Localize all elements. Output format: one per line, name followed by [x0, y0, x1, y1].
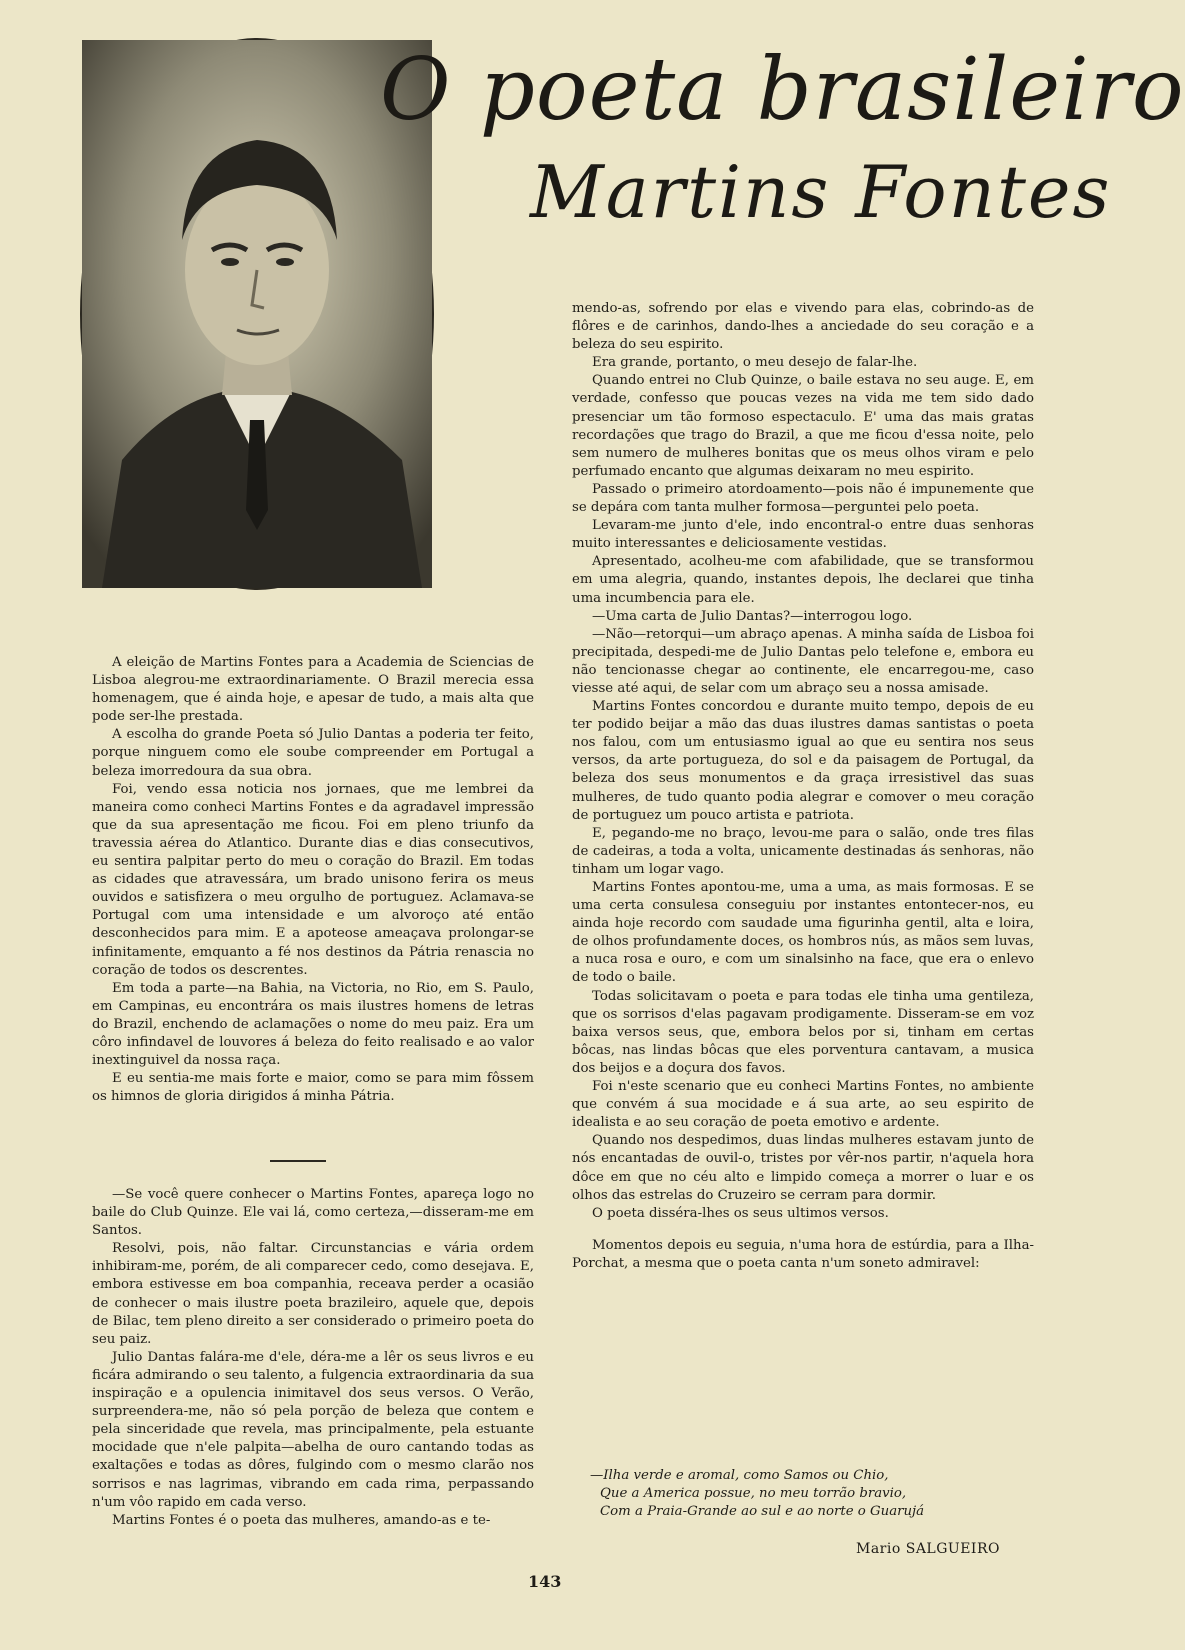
paragraph: Momentos depois eu seguia, n'uma hora de estúrdia, para a Ilha-Porchat, a mesma que o poeta canta n'um soneto admiravel:: [572, 1237, 1034, 1271]
author-signature: Mario SALGUEIRO: [856, 1541, 1000, 1557]
verse-line: Que a America possue, no meu torrão bravio,: [600, 1486, 907, 1502]
paragraph: —Se você quere conhecer o Martins Fontes, apareça logo no baile do Club Quinze. Ele vai lá, como certeza,—disseram-me em Santos.: [92, 1187, 534, 1239]
paragraph: Martins Fontes apontou-me, uma a uma, as mais formosas. E se uma certa consulesa conseguiu por instantes entontecer-nos, eu ainda hoje recordo com saudade uma figurinha gentil, alta e loira, de olhos profundamente doces, os hombros nús, as mãos sem luvas, a nuca rosa e ouro, e com um sinalsinho na face, que era o enlevo de todo o baile.: [572, 880, 1034, 986]
paragraph: Todas solicitavam o poeta e para todas ele tinha uma gentileza, que os sorrisos d'elas pagavam prodigamente. Disseram-se em voz baixa versos seus, que, embora belos por si, tinham em certas bôcas, nas lindas bôcas que eles porventura cantavam, a musica dos beijos e a doçura dos favos.: [572, 988, 1034, 1076]
paragraph: Era grande, portanto, o meu desejo de falar-lhe.: [592, 355, 918, 371]
paragraph: Resolvi, pois, não faltar. Circunstancias e vária ordem inhibiram-me, porém, de ali comparecer cedo, como desejava. E, embora estivesse em boa companhia, receava perder a ocasião de conhecer o mais ilustre poeta brazileiro, aquele que, depois de Bilac, tem pleno direito a ser considerado o primeiro poeta do seu paiz.: [92, 1241, 534, 1347]
article-subtitle-name: Martins Fontes: [530, 150, 1112, 234]
paragraph: Quando nos despedimos, duas lindas mulheres estavam junto de nós encantadas de ouvil-o, tristes por vêr-nos partir, n'aquela hora dôce em que no céu alto e limpido começa a morrer o luar e os olhos das estrelas do Cruzeiro se cerram para dormir.: [572, 1133, 1034, 1203]
paragraph: —Uma carta de Julio Dantas?—interrogou logo.: [592, 608, 913, 624]
left-column-top: [92, 654, 534, 1106]
paragraph: Julio Dantas falára-me d'ele, déra-me a lêr os seus livros e eu ficára admirando o seu talento, a fulgencia extraordinaria da sua inspiração e a opulencia inimitavel dos seus versos. O Verão, surpreendera-me, não só pela porção de beleza que contem e pela sinceridade que revela, mas principalmente, pela estuante mocidade que n'ele palpita—abelha de ouro cantando todas as exaltações e todas as dôres, fulgindo com o mesmo clarão nos sorrisos e nas lagrimas, vibrando em cada rima, perpassando n'um vôo rapido em cada verso.: [92, 1349, 534, 1510]
paragraph: O poeta disséra-lhes os seus ultimos versos.: [592, 1205, 889, 1221]
paragraph: Martins Fontes concordou e durante muito tempo, depois de eu ter podido beijar a mão das duas ilustres damas santistas o poeta nos falou, com um entusiasmo igual ao que eu sentira nos seus versos, da arte portugueza, do sol e da paisagem de Portugal, da beleza dos seus monumentos e da graça irresistivel das suas mulheres, de tudo quanto podia alegrar e comover o meu coração de portuguez um pouco artista e patriota.: [572, 699, 1034, 823]
page-number: 143: [528, 1572, 562, 1591]
paragraph: Apresentado, acolheu-me com afabilidade, que se transformou em uma alegria, quando, instantes depois, lhe declarei que tinha uma incumbencia para ele.: [572, 554, 1034, 606]
paragraph: E, pegando-me no braço, levou-me para o salão, onde tres filas de cadeiras, a toda a volta, unicamente destinadas ás senhoras, não tinham um logar vago.: [572, 825, 1034, 877]
paragraph: —Não—retorqui—um abraço apenas. A minha saída de Lisboa foi precipitada, despedi-me de Julio Dantas pelo telefone e, embora eu não tencionasse chegar ao continente, ele encarregou-me, caso viesse até aqui, de selar com um abraço seu a nossa amisade.: [572, 626, 1034, 696]
paragraph: Quando entrei no Club Quinze, o baile estava no seu auge. E, em verdade, confesso que poucas vezes na vida me tem sido dado presenciar um tão formoso espectaculo. E' uma das mais gratas recordações que trago do Brazil, a que me ficou d'essa noite, pelo sem numero de mulheres bonitas que os meus olhos viram e pelo perfumado encanto que algumas deixaram no meu espirito.: [572, 373, 1034, 479]
paragraph: A escolha do grande Poeta só Julio Dantas a poderia ter feito, porque ninguem como ele soube compreender em Portugal a beleza imorredoura da sua obra.: [92, 727, 534, 779]
paragraph: mendo-as, sofrendo por elas e vivendo para elas, cobrindo-as de flôres e de carinhos, dando-lhes a anciedade do seu coração e a beleza do seu espirito.: [572, 301, 1034, 353]
paragraph: Levaram-me junto d'ele, indo encontral-o entre duas senhoras muito interessantes e deliciosamente vestidas.: [572, 518, 1034, 552]
paragraph: Martins Fontes é o poeta das mulheres, amando-as e te-: [112, 1512, 491, 1528]
right-column: [572, 300, 1034, 1273]
section-divider: [270, 1160, 326, 1162]
paragraph: E eu sentia-me mais forte e maior, como se para mim fôssem os himnos de gloria dirigidos á minha Pátria.: [92, 1071, 534, 1105]
verse-line: —Ilha verde e aromal, como Samos ou Chio,: [590, 1468, 889, 1483]
left-column-bottom: [92, 1186, 534, 1530]
paragraph: Passado o primeiro atordoamento—pois não é impunemente que se depára com tanta mulher formosa—perguntei pelo poeta.: [572, 481, 1034, 516]
paragraph: Foi n'este scenario que eu conheci Martins Fontes, no ambiente que convém á sua mocidade e á sua arte, ao seu espirito de idealista e ao seu coração de poeta emotivo e ardente.: [572, 1079, 1034, 1131]
article-title: O poeta brasileiro: [380, 40, 1185, 140]
paragraph: Em toda a parte—na Bahia, na Victoria, no Rio, em S. Paulo, em Campinas, eu encontrára os mais ilustres homens de letras do Brazil, enchendo de aclamações o nome do meu paiz. Era um côro infindavel de louvores á beleza do feito realisado e ao valor inextinguivel da nossa raça.: [92, 980, 534, 1069]
paragraph: A eleição de Martins Fontes para a Academia de Sciencias de Lisboa alegrou-me extraordinariamente. O Brazil merecia essa homenagem, que é ainda hoje, e apesar de tudo, a mais alta que pode ser-lhe prestada.: [92, 655, 534, 725]
sonnet-quote: [590, 1467, 1010, 1521]
verse-line: Com a Praia-Grande ao sul e ao norte o Guarujá: [600, 1504, 925, 1520]
paragraph: Foi, vendo essa noticia nos jornaes, que me lembrei da maneira como conheci Martins Fontes e da agradavel impressão que da sua apresentação me ficou. Foi em pleno triunfo da travessia aérea do Atlantico. Durante dias e dias consecutivos, eu sentira palpitar perto do meu o coração do Brazil. Em todas as cidades que atravessára, um brado unisono ferira os meus ouvidos e satisfizera o meu orgulho de portuguez. Aclamava-se Portugal com uma intensidade e um alvoroço até então desconhecidos para mim. E a apoteose ameaçava prolongar-se infinitamente, emquanto a fé nos destinos da Pátria renascia no coração de todos os descrentes.: [92, 781, 534, 978]
